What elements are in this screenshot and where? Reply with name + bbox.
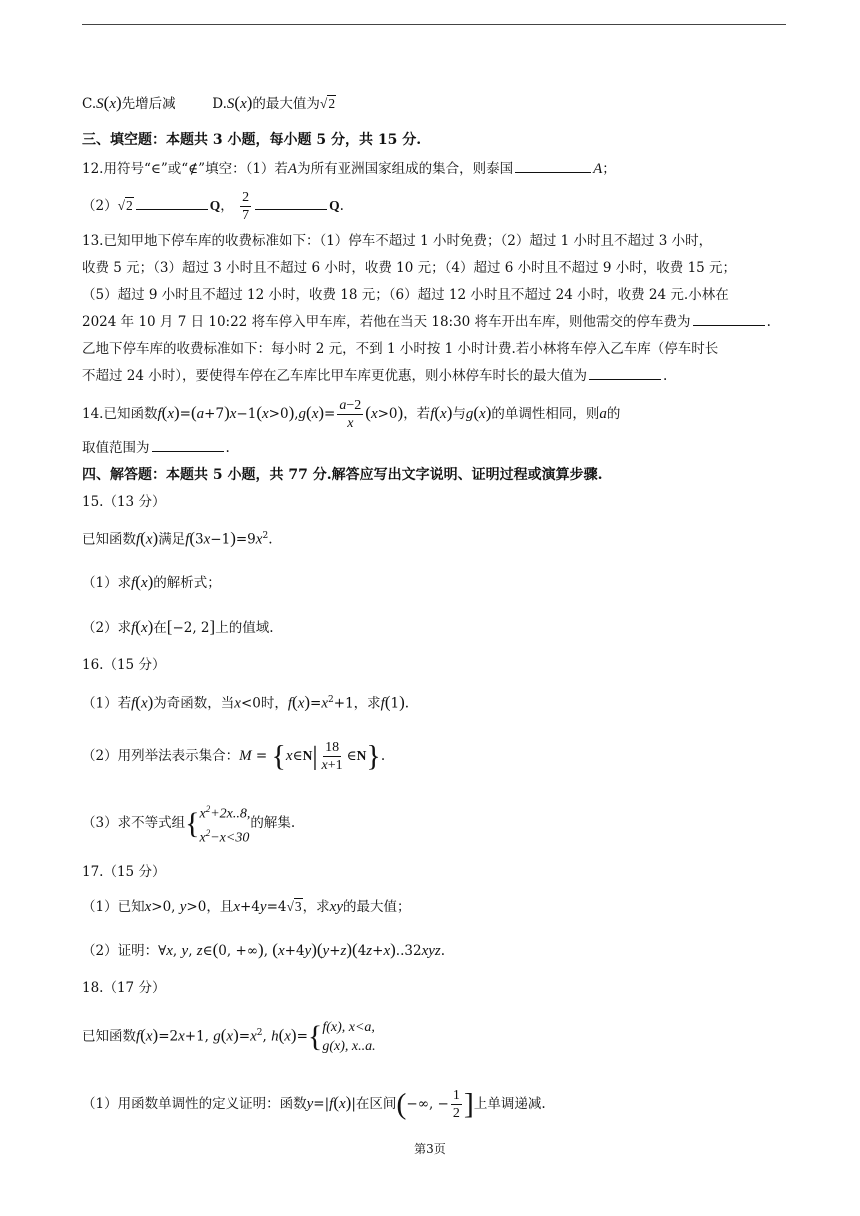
q16-part2: （2）用列举法表示集合：M = {x∈N| $\frac{18}{x+1}$ ∈N}. xyxy=(82,739,386,773)
q18-head: 18.（17 分） xyxy=(82,980,166,996)
q13-line6: 不超过 24 小时），要使得车停在乙车库比甲车库更优惠，则小林停车时长的最大值为 . xyxy=(82,368,668,384)
q17-part1: （1）已知x>0, y>0，且x+4y=4√3，求xy的最大值； xyxy=(82,899,411,915)
option-c-text: 先增后减 xyxy=(121,96,176,112)
q12-line1: 12.用符号“∈”或“∉”填空：（1）若A为所有亚洲国家组成的集合，则泰国 A； xyxy=(82,161,616,177)
header-rule xyxy=(82,24,786,25)
q17-head: 17.（15 分） xyxy=(82,864,166,880)
q15-head: 15.（13 分） xyxy=(82,494,166,510)
q14-line1: 14.已知函数f(x)=(a+7)x−1(x>0),g(x)= $\frac{a-2}{x}$ (x>0)，若f(x)与g(x)的单调性相同，则a的 xyxy=(82,398,621,431)
q13-line2: 收费 5 元；（3）超过 3 小时且不超过 6 小时，收费 10 元；（4）超过 6 小时且不超过 9 小时，收费 15 元； xyxy=(82,260,737,276)
q16-head: 16.（15 分） xyxy=(82,657,166,673)
page-number: 第3页 xyxy=(414,1142,446,1156)
q13-line3: （5）超过 9 小时且不超过 12 小时，收费 18 元；（6）超过 12 小时且不超过 24 小时，收费 24 元.小林在 xyxy=(82,287,729,303)
option-d-label: D. xyxy=(212,96,227,112)
section-3-title: 三、填空题：本题共 3 小题，每小题 5 分，共 15 分. xyxy=(82,132,422,148)
option-d-text: 的最大值为 xyxy=(252,96,320,112)
section-4-title: 四、解答题：本题共 5 小题，共 77 分.解答应写出文字说明、证明过程或演算步骤. xyxy=(82,467,603,483)
q13-line1: 13.已知甲地下停车库的收费标准如下：（1）停车不超过 1 小时免费；（2）超过 1 小时且不超过 3 小时， xyxy=(82,233,713,249)
q14-line2: 取值范围为 . xyxy=(82,440,230,456)
q18-part1: （1）用函数单调性的定义证明：函数y=|f(x)|在区间(−∞, − $\frac{1}{2}$ ]上单调递减. xyxy=(82,1087,546,1121)
q15-part1: （1）求f(x)的解析式； xyxy=(82,572,221,591)
q13-line4: 2024 年 10 月 7 日 10:22 将车停入甲车库，若他在当天 18:30 将车开出车库，则他需交的停车费为 . xyxy=(82,314,771,330)
q12-line2: （2）√2 Q， $\frac{2}{7}$ Q. xyxy=(82,190,344,223)
q18-intro: 已知函数f(x)=2x+1, $g(x)=x^2$, h(x)= { f(x), x<a, g(x), x..a. xyxy=(82,1020,376,1054)
q13-line5: 乙地下停车库的收费标准如下：每小时 2 元，不到 1 小时按 1 小时计费.若小林将车停入乙车库（停车时长 xyxy=(82,341,719,357)
q17-part2: （2）证明：∀x, y, z∈(0, +∞), (x+4y)(y+z)(4z+x)..32xyz. xyxy=(82,940,446,959)
q15-intro: 已知函数f(x)满足$f(3x-1)=9x^2$. xyxy=(82,528,273,548)
option-c-label: C. xyxy=(82,96,97,112)
options-row: C.S(x)先增后减 D.S(x)的最大值为√2 xyxy=(82,93,336,112)
q16-part3: （3）求不等式组 { $x^2+2x..8$, $x^2-x<30$ 的解集. xyxy=(82,804,296,846)
q16-part1: （1）若f(x)为奇函数，当x<0时，$f(x)=x^2+1$，求f(1). xyxy=(82,692,410,712)
q15-part2: （2）求f(x)在[−2, 2]上的值域. xyxy=(82,617,274,636)
